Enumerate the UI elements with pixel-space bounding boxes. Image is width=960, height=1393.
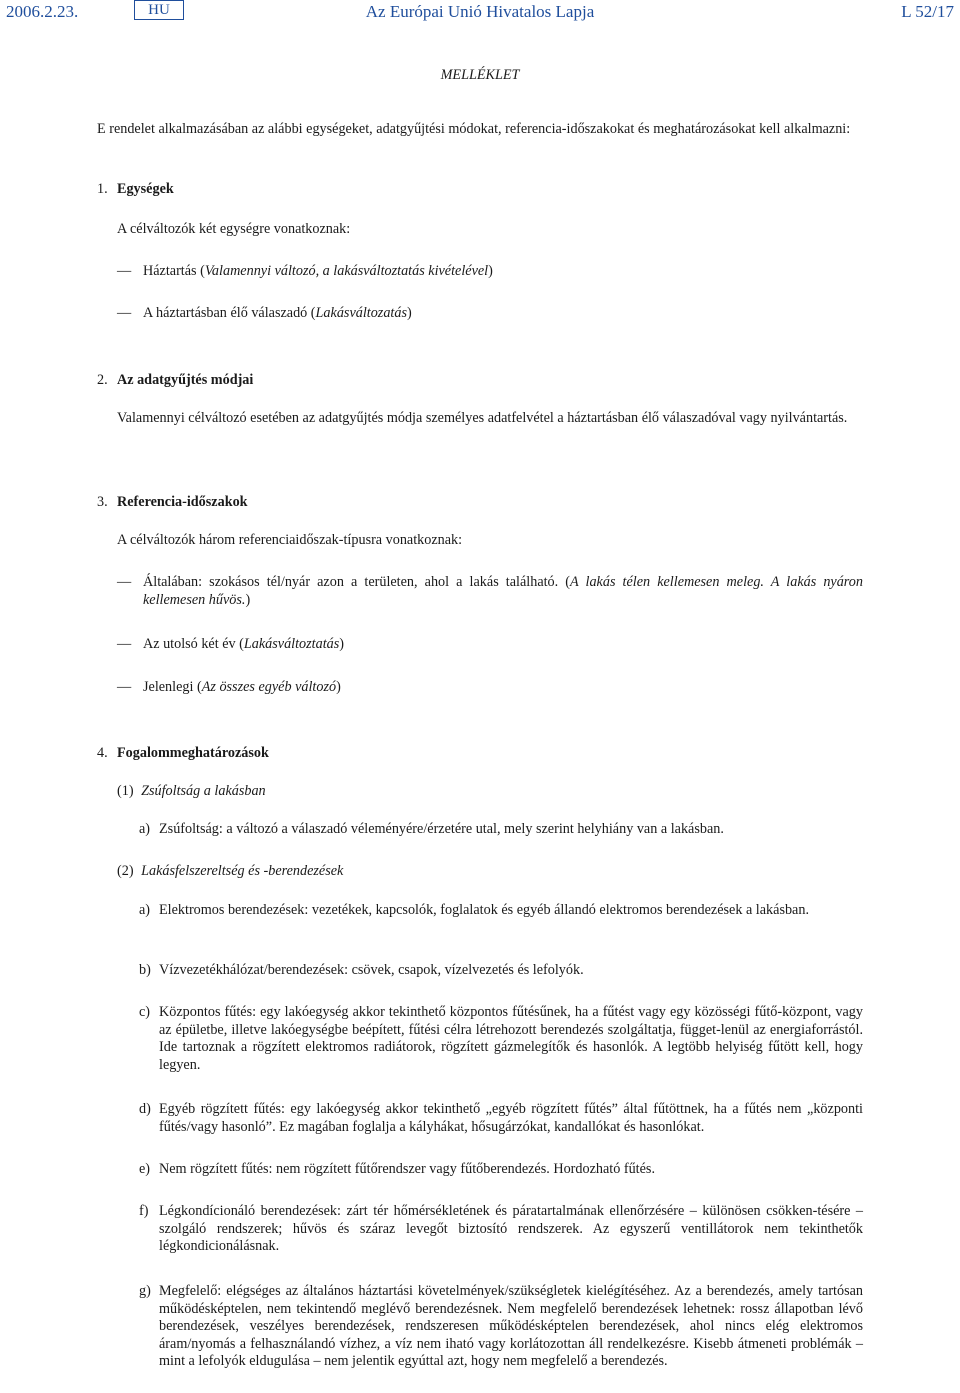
item-text: Légkondícionáló berendezések: zárt tér hőmérsékletének és páratartalmának ellenőrzésére – különösen csökken-tésére – szolgáló rendszerek; hűvös és száraz levegőt biztosító rendszerek. Az egyszerű ventillátorok nem tekinthetők légkondicionálásnak. (159, 1203, 863, 1254)
subsection-number: (2) (117, 863, 134, 879)
list-item-text: Háztartás (Valamennyi változó, a lakásváltoztatás kivételével) (143, 263, 493, 279)
section-number: 1. (97, 181, 108, 197)
list-item-text: Jelenlegi (Az összes egyéb változó) (143, 679, 341, 695)
header-date: 2006.2.23. (6, 2, 79, 21)
section-2-text: Valamennyi célváltozó esetében az adatgyűjtés módja személyes adatfelvétel a háztartásban élő válaszadóval vagy nyilvántartás. (117, 410, 848, 426)
subsection-title: Lakásfelszereltség és -berendezések (141, 863, 344, 879)
language-badge: HU (134, 0, 184, 20)
subsection-1-heading (117, 783, 863, 801)
section-3-text: A célváltozók három referenciaidőszak-típusra vonatkoznak: (117, 532, 463, 548)
section-3-heading (97, 494, 248, 512)
subsection-number: (1) (117, 783, 134, 799)
item-label: b) (139, 962, 151, 978)
section-title: Referencia-időszakok (117, 494, 248, 510)
journal-title: Az Európai Unió Hivatalos Lapja (365, 2, 595, 21)
page-number: L 52/17 (901, 2, 954, 21)
list-item-text: Az utolsó két év (Lakásváltoztatás) (143, 636, 344, 652)
section-title: Fogalommeghatározások (117, 745, 269, 761)
item-text: Megfelelő: elégséges az általános háztartási követelmények/szükségletek kielégítéséhez. Az a berendezés, amely tartósan működésképtelen, nem tekintendő meglévő berendezésnek. Nem megfelelő berendezések lehetnek: rossz állapotban lévő berendezések, veszélyes berendezések, rendszeresen működésképtelen berendezések, ahol nincs elég elektromos áram/nyomás a felhasználandó vízhez, a víz nem iható vagy korlátozottan áll rendelkezésre. Kisebb átmeneti problémák – mint a lefolyók eldugulása – nem jelentik egyúttal azt, hogy nem megfelelő a berendezés. (159, 1283, 863, 1369)
section-number: 2. (97, 372, 108, 388)
item-text: Vízvezetékhálózat/berendezések: csövek, csapok, vízelvezetés és lefolyók. (159, 962, 584, 978)
item-label: a) (139, 902, 151, 918)
subsection-2-heading (117, 863, 863, 881)
section-title: Egységek (117, 181, 174, 197)
item-text: Nem rögzített fűtés: nem rögzített fűtőrendszer vagy fűtőberendezés. Hordozható fűtés. (159, 1161, 655, 1177)
list-item-text: Általában: szokásos tél/nyár azon a területen, ahol a lakás található. (A lakás télen kellemesen meleg. A lakás nyáron kellemesen hűvös.) (143, 574, 863, 608)
page-header (0, 0, 960, 24)
dash-bullet: — (117, 305, 132, 321)
item-text: Zsúfoltság: a változó a válaszadó véleményére/érzetére utal, mely szerint helyhiány van a lakásban. (159, 821, 724, 837)
list-item-text: A háztartásban élő válaszadó (Lakásváltozatás) (143, 305, 412, 321)
dash-bullet: — (117, 263, 132, 279)
item-text: Központos fűtés: egy lakóegység akkor tekinthető központos fűtésűnek, ha a fűtést vagy egy közösségi fűtő-központ, vagy az épületbe, illetve lakóegységbe beépített, fűtési célra létrehozott berendezés szolgáltatja, függet-lenül az energiaforrástól. Ide tartoznak a rögzített elektromos radiátorok, rögzített gázmelegítők és hasonlók. A legtöbb helyiség fűtött kell, hogy legyen. (159, 1004, 863, 1073)
item-label: g) (139, 1283, 151, 1299)
annex-title: MELLÉKLET (440, 67, 520, 83)
item-text: Elektromos berendezések: vezetékek, kapcsolók, foglalatok és egyéb állandó elektromos berendezések a lakásban. (159, 902, 809, 918)
subsection-title: Zsúfoltság a lakásban (141, 783, 266, 799)
section-1-heading (97, 181, 174, 199)
item-label: a) (139, 821, 151, 837)
section-title: Az adatgyűjtés módjai (117, 372, 254, 388)
item-label: e) (139, 1161, 151, 1177)
item-text: Egyéb rögzített fűtés: egy lakóegység akkor tekinthető „egyéb rögzített fűtés” által fűtöttnek, ha a fűtés nem „központi fűtés/vagy hasonló”. Ez magában foglalja a kályhákat, hősugárzókat, kandallókat és hasonlókat. (159, 1101, 863, 1135)
dash-bullet: — (117, 636, 132, 652)
item-label: f) (139, 1203, 149, 1219)
section-number: 3. (97, 494, 108, 510)
section-4-heading (97, 745, 269, 763)
section-1-text: A célváltozók két egységre vonatkoznak: (117, 221, 351, 237)
section-number: 4. (97, 745, 108, 761)
dash-bullet: — (117, 679, 132, 695)
item-label: c) (139, 1004, 151, 1020)
item-label: d) (139, 1101, 151, 1117)
intro-paragraph: E rendelet alkalmazásában az alábbi egységeket, adatgyűjtési módokat, referencia-időszakokat és meghatározásokat kell alkalmazni: (97, 121, 851, 137)
dash-bullet: — (117, 574, 132, 590)
section-2-heading (97, 372, 253, 390)
